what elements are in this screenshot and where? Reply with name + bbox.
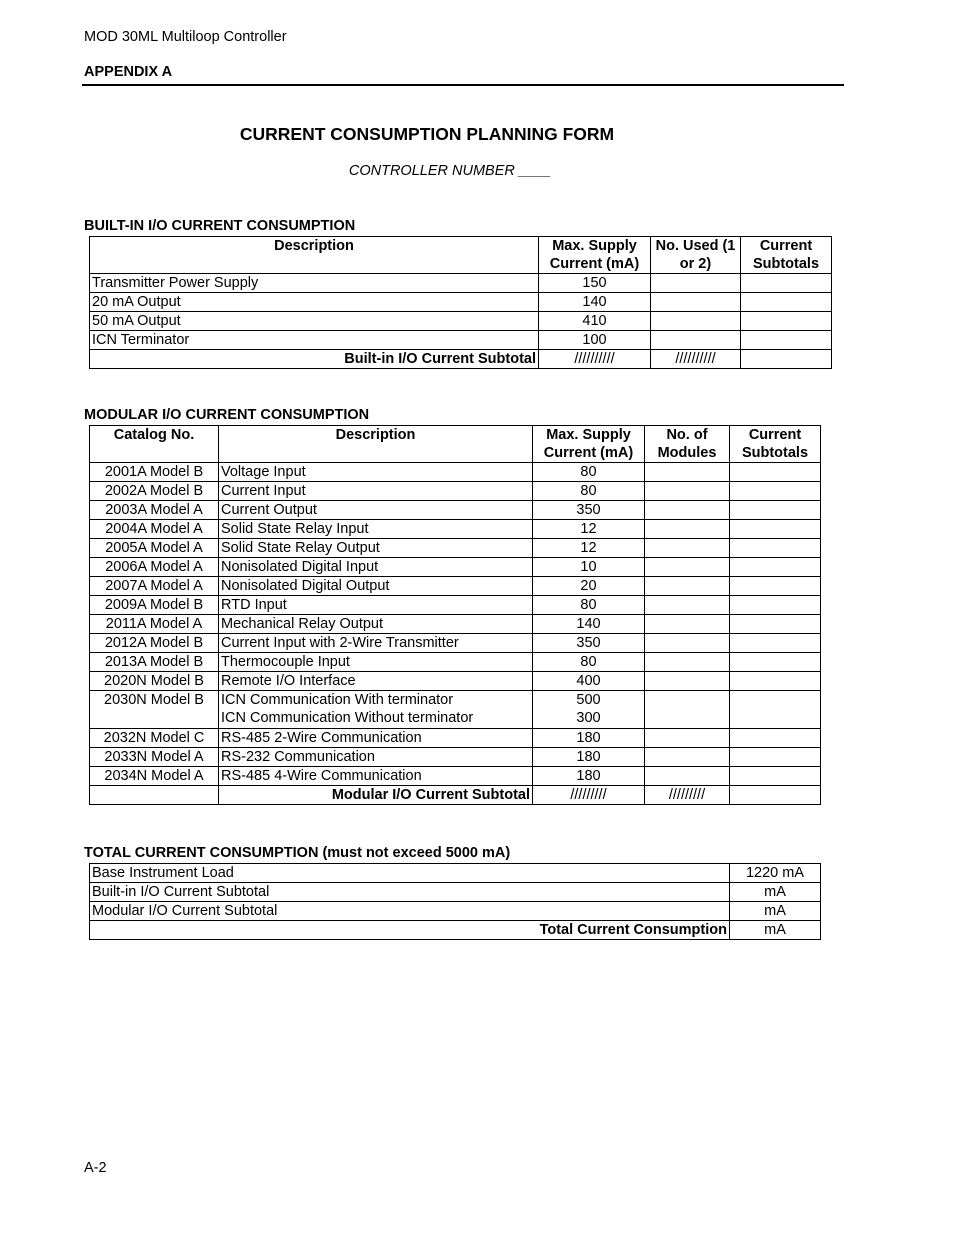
row-subtotal-input[interactable] bbox=[730, 501, 821, 520]
modular-header-row bbox=[90, 426, 821, 463]
row-no-modules-input[interactable] bbox=[645, 653, 730, 672]
row-description-line: Voltage Input bbox=[221, 464, 306, 480]
empty-cell bbox=[90, 786, 219, 805]
row-max-supply: 100 bbox=[539, 331, 651, 350]
modular-subtotal-value[interactable] bbox=[730, 786, 821, 805]
row-max-supply bbox=[533, 672, 645, 691]
total-row-value[interactable]: mA bbox=[730, 883, 821, 902]
row-description bbox=[219, 539, 533, 558]
row-description bbox=[219, 672, 533, 691]
row-subtotal-input[interactable] bbox=[730, 729, 821, 748]
row-subtotal-input[interactable] bbox=[741, 293, 832, 312]
table-row bbox=[90, 501, 821, 520]
row-max-line: 80 bbox=[580, 464, 597, 480]
table-row bbox=[90, 312, 832, 331]
row-catalog: 2013A Model B bbox=[90, 653, 219, 672]
appendix-label: APPENDIX A bbox=[84, 64, 173, 80]
row-max-line: 80 bbox=[580, 483, 597, 499]
col-catalog: Catalog No. bbox=[90, 426, 219, 463]
row-description-line: Thermocouple Input bbox=[221, 654, 350, 670]
row-catalog: 2007A Model A bbox=[90, 577, 219, 596]
row-max-supply bbox=[533, 729, 645, 748]
total-section-title: TOTAL CURRENT CONSUMPTION (must not exceed 5000 mA) bbox=[84, 845, 511, 861]
table-row bbox=[90, 463, 821, 482]
row-no-modules-input[interactable] bbox=[645, 729, 730, 748]
row-description-line: Nonisolated Digital Input bbox=[221, 559, 379, 575]
table-row bbox=[90, 748, 821, 767]
row-description bbox=[219, 767, 533, 786]
row-description bbox=[219, 577, 533, 596]
table-row bbox=[90, 596, 821, 615]
row-description bbox=[219, 501, 533, 520]
hatch-cell: ///////// bbox=[533, 786, 645, 805]
row-no-modules-input[interactable] bbox=[645, 748, 730, 767]
row-no-modules-input[interactable] bbox=[645, 501, 730, 520]
row-subtotal-input[interactable] bbox=[730, 653, 821, 672]
table-row bbox=[90, 331, 832, 350]
row-description bbox=[219, 558, 533, 577]
col-max-supply: Max. Supply Current (mA) bbox=[539, 237, 651, 274]
hatch-cell: ////////// bbox=[651, 350, 741, 369]
row-max-supply bbox=[533, 520, 645, 539]
row-no-modules-input[interactable] bbox=[645, 672, 730, 691]
row-max-line: 400 bbox=[576, 673, 601, 689]
table-row bbox=[90, 539, 821, 558]
modular-subtotal-label: Modular I/O Current Subtotal bbox=[219, 786, 533, 805]
row-no-modules-input[interactable] bbox=[645, 539, 730, 558]
total-row bbox=[90, 921, 821, 940]
row-description-line: RTD Input bbox=[221, 597, 287, 613]
builtin-subtotal-row bbox=[90, 350, 832, 369]
col-max-supply: Max. Supply Current (mA) bbox=[533, 426, 645, 463]
table-row bbox=[90, 274, 832, 293]
row-description-line: ICN Communication Without terminator bbox=[221, 710, 474, 726]
row-max-supply: 150 bbox=[539, 274, 651, 293]
table-row bbox=[90, 615, 821, 634]
row-max-supply: 140 bbox=[539, 293, 651, 312]
col-description: Description bbox=[219, 426, 533, 463]
row-max-supply bbox=[533, 634, 645, 653]
row-description bbox=[219, 482, 533, 501]
row-no-modules-input[interactable] bbox=[645, 691, 730, 729]
row-subtotal-input[interactable] bbox=[730, 463, 821, 482]
builtin-subtotal-value[interactable] bbox=[741, 350, 832, 369]
row-no-modules-input[interactable] bbox=[645, 634, 730, 653]
row-description bbox=[219, 634, 533, 653]
row-max-line: 80 bbox=[580, 597, 597, 613]
table-row bbox=[90, 520, 821, 539]
row-max-supply bbox=[533, 596, 645, 615]
row-no-modules-input[interactable] bbox=[645, 463, 730, 482]
hatch-cell: ///////// bbox=[645, 786, 730, 805]
row-catalog: 2032N Model C bbox=[90, 729, 219, 748]
total-row-label: Base Instrument Load bbox=[90, 864, 730, 883]
total-label: Total Current Consumption bbox=[90, 921, 730, 940]
row-no-modules-input[interactable] bbox=[645, 615, 730, 634]
total-row-value: 1220 mA bbox=[730, 864, 821, 883]
row-subtotal-input[interactable] bbox=[730, 539, 821, 558]
row-description bbox=[219, 463, 533, 482]
row-catalog: 2034N Model A bbox=[90, 767, 219, 786]
row-subtotal-input[interactable] bbox=[741, 274, 832, 293]
row-no-used-input[interactable] bbox=[651, 312, 741, 331]
builtin-table bbox=[89, 236, 832, 369]
col-subtotals: Current Subtotals bbox=[730, 426, 821, 463]
row-max-line: 140 bbox=[576, 616, 601, 632]
col-no-modules: No. of Modules bbox=[645, 426, 730, 463]
table-row bbox=[90, 672, 821, 691]
row-subtotal-input[interactable] bbox=[730, 596, 821, 615]
table-row bbox=[90, 577, 821, 596]
builtin-header-row bbox=[90, 237, 832, 274]
row-description: 20 mA Output bbox=[90, 293, 539, 312]
row-max-line: 10 bbox=[580, 559, 597, 575]
row-catalog: 2009A Model B bbox=[90, 596, 219, 615]
table-row bbox=[90, 729, 821, 748]
row-subtotal-input[interactable] bbox=[730, 558, 821, 577]
row-subtotal-input[interactable] bbox=[730, 767, 821, 786]
row-description-line: Mechanical Relay Output bbox=[221, 616, 383, 632]
row-description-line: Solid State Relay Input bbox=[221, 521, 369, 537]
row-description bbox=[219, 691, 533, 729]
row-subtotal-input[interactable] bbox=[730, 615, 821, 634]
total-row-label: Built-in I/O Current Subtotal bbox=[90, 883, 730, 902]
row-description bbox=[219, 729, 533, 748]
row-max-line: 12 bbox=[580, 540, 597, 556]
row-max-line: 180 bbox=[576, 768, 601, 784]
row-description: Transmitter Power Supply bbox=[90, 274, 539, 293]
table-row bbox=[90, 634, 821, 653]
row-description bbox=[219, 748, 533, 767]
col-subtotals: Current Subtotals bbox=[741, 237, 832, 274]
row-catalog: 2001A Model B bbox=[90, 463, 219, 482]
page-number: A-2 bbox=[84, 1160, 107, 1176]
row-no-modules-input[interactable] bbox=[645, 767, 730, 786]
row-subtotal-input[interactable] bbox=[730, 634, 821, 653]
form-title: CURRENT CONSUMPTION PLANNING FORM bbox=[239, 124, 615, 144]
row-no-modules-input[interactable] bbox=[645, 596, 730, 615]
row-description-line: Remote I/O Interface bbox=[221, 673, 356, 689]
row-max-line: 80 bbox=[580, 654, 597, 670]
row-subtotal-input[interactable] bbox=[730, 748, 821, 767]
table-row bbox=[90, 558, 821, 577]
table-row bbox=[90, 864, 821, 883]
row-catalog: 2030N Model B bbox=[90, 691, 219, 729]
row-no-used-input[interactable] bbox=[651, 331, 741, 350]
row-max-line: 350 bbox=[576, 635, 601, 651]
row-max-supply bbox=[533, 558, 645, 577]
row-subtotal-input[interactable] bbox=[730, 520, 821, 539]
row-description-line: RS-232 Communication bbox=[221, 749, 375, 765]
row-catalog: 2004A Model A bbox=[90, 520, 219, 539]
row-no-modules-input[interactable] bbox=[645, 520, 730, 539]
row-subtotal-input[interactable] bbox=[730, 577, 821, 596]
row-description-line: Current Input with 2-Wire Transmitter bbox=[221, 635, 459, 651]
row-subtotal-input[interactable] bbox=[730, 672, 821, 691]
row-no-modules-input[interactable] bbox=[645, 482, 730, 501]
row-max-supply bbox=[533, 748, 645, 767]
row-description bbox=[219, 653, 533, 672]
row-max-line: 20 bbox=[580, 578, 597, 594]
row-catalog: 2033N Model A bbox=[90, 748, 219, 767]
table-row bbox=[90, 293, 832, 312]
row-description-line: RS-485 4-Wire Communication bbox=[221, 768, 422, 784]
row-catalog: 2002A Model B bbox=[90, 482, 219, 501]
row-catalog: 2011A Model A bbox=[90, 615, 219, 634]
col-no-used: No. Used (1 or 2) bbox=[651, 237, 741, 274]
document-header: MOD 30ML Multiloop Controller bbox=[84, 29, 287, 45]
row-description-line: Current Input bbox=[221, 483, 306, 499]
row-description: ICN Terminator bbox=[90, 331, 539, 350]
row-catalog: 2005A Model A bbox=[90, 539, 219, 558]
builtin-subtotal-label: Built-in I/O Current Subtotal bbox=[90, 350, 539, 369]
header-rule bbox=[82, 84, 844, 86]
row-max-supply bbox=[533, 767, 645, 786]
row-max-line: 180 bbox=[576, 749, 601, 765]
row-description-line: Nonisolated Digital Output bbox=[221, 578, 390, 594]
table-row bbox=[90, 902, 821, 921]
row-max-line: 180 bbox=[576, 730, 601, 746]
row-max-line: 12 bbox=[580, 521, 597, 537]
row-description bbox=[219, 520, 533, 539]
row-description-line: Solid State Relay Output bbox=[221, 540, 380, 556]
row-max-supply bbox=[533, 482, 645, 501]
row-description bbox=[219, 615, 533, 634]
row-no-modules-input[interactable] bbox=[645, 558, 730, 577]
row-catalog: 2012A Model B bbox=[90, 634, 219, 653]
row-max-line: 300 bbox=[576, 710, 601, 726]
row-max-supply bbox=[533, 691, 645, 729]
row-description-line: Current Output bbox=[221, 502, 317, 518]
row-description-line: ICN Communication With terminator bbox=[221, 692, 454, 708]
table-row bbox=[90, 883, 821, 902]
total-value[interactable]: mA bbox=[730, 921, 821, 940]
row-no-modules-input[interactable] bbox=[645, 577, 730, 596]
table-row bbox=[90, 767, 821, 786]
modular-section-title: MODULAR I/O CURRENT CONSUMPTION bbox=[84, 407, 370, 423]
row-catalog: 2020N Model B bbox=[90, 672, 219, 691]
row-max-supply bbox=[533, 577, 645, 596]
row-subtotal-input[interactable] bbox=[730, 482, 821, 501]
row-subtotal-input[interactable] bbox=[741, 331, 832, 350]
row-no-used-input[interactable] bbox=[651, 293, 741, 312]
table-row bbox=[90, 691, 821, 729]
row-no-used-input[interactable] bbox=[651, 274, 741, 293]
table-row bbox=[90, 482, 821, 501]
row-description: 50 mA Output bbox=[90, 312, 539, 331]
row-catalog: 2006A Model A bbox=[90, 558, 219, 577]
controller-number: CONTROLLER NUMBER ____ bbox=[348, 163, 552, 179]
col-description: Description bbox=[90, 237, 539, 274]
row-description-line: RS-485 2-Wire Communication bbox=[221, 730, 422, 746]
row-max-supply bbox=[533, 463, 645, 482]
total-row-value[interactable]: mA bbox=[730, 902, 821, 921]
row-catalog: 2003A Model A bbox=[90, 501, 219, 520]
modular-table bbox=[89, 425, 821, 805]
table-row bbox=[90, 653, 821, 672]
row-max-supply bbox=[533, 653, 645, 672]
row-max-line: 350 bbox=[576, 502, 601, 518]
row-max-supply bbox=[533, 501, 645, 520]
row-description bbox=[219, 596, 533, 615]
row-max-line: 500 bbox=[576, 692, 601, 708]
row-max-supply: 410 bbox=[539, 312, 651, 331]
row-max-supply bbox=[533, 539, 645, 558]
builtin-section-title: BUILT-IN I/O CURRENT CONSUMPTION bbox=[84, 218, 356, 234]
hatch-cell: ////////// bbox=[539, 350, 651, 369]
row-max-supply bbox=[533, 615, 645, 634]
row-subtotal-input[interactable] bbox=[730, 691, 821, 729]
total-table bbox=[89, 863, 821, 940]
total-row-label: Modular I/O Current Subtotal bbox=[90, 902, 730, 921]
row-subtotal-input[interactable] bbox=[741, 312, 832, 331]
modular-subtotal-row bbox=[90, 786, 821, 805]
